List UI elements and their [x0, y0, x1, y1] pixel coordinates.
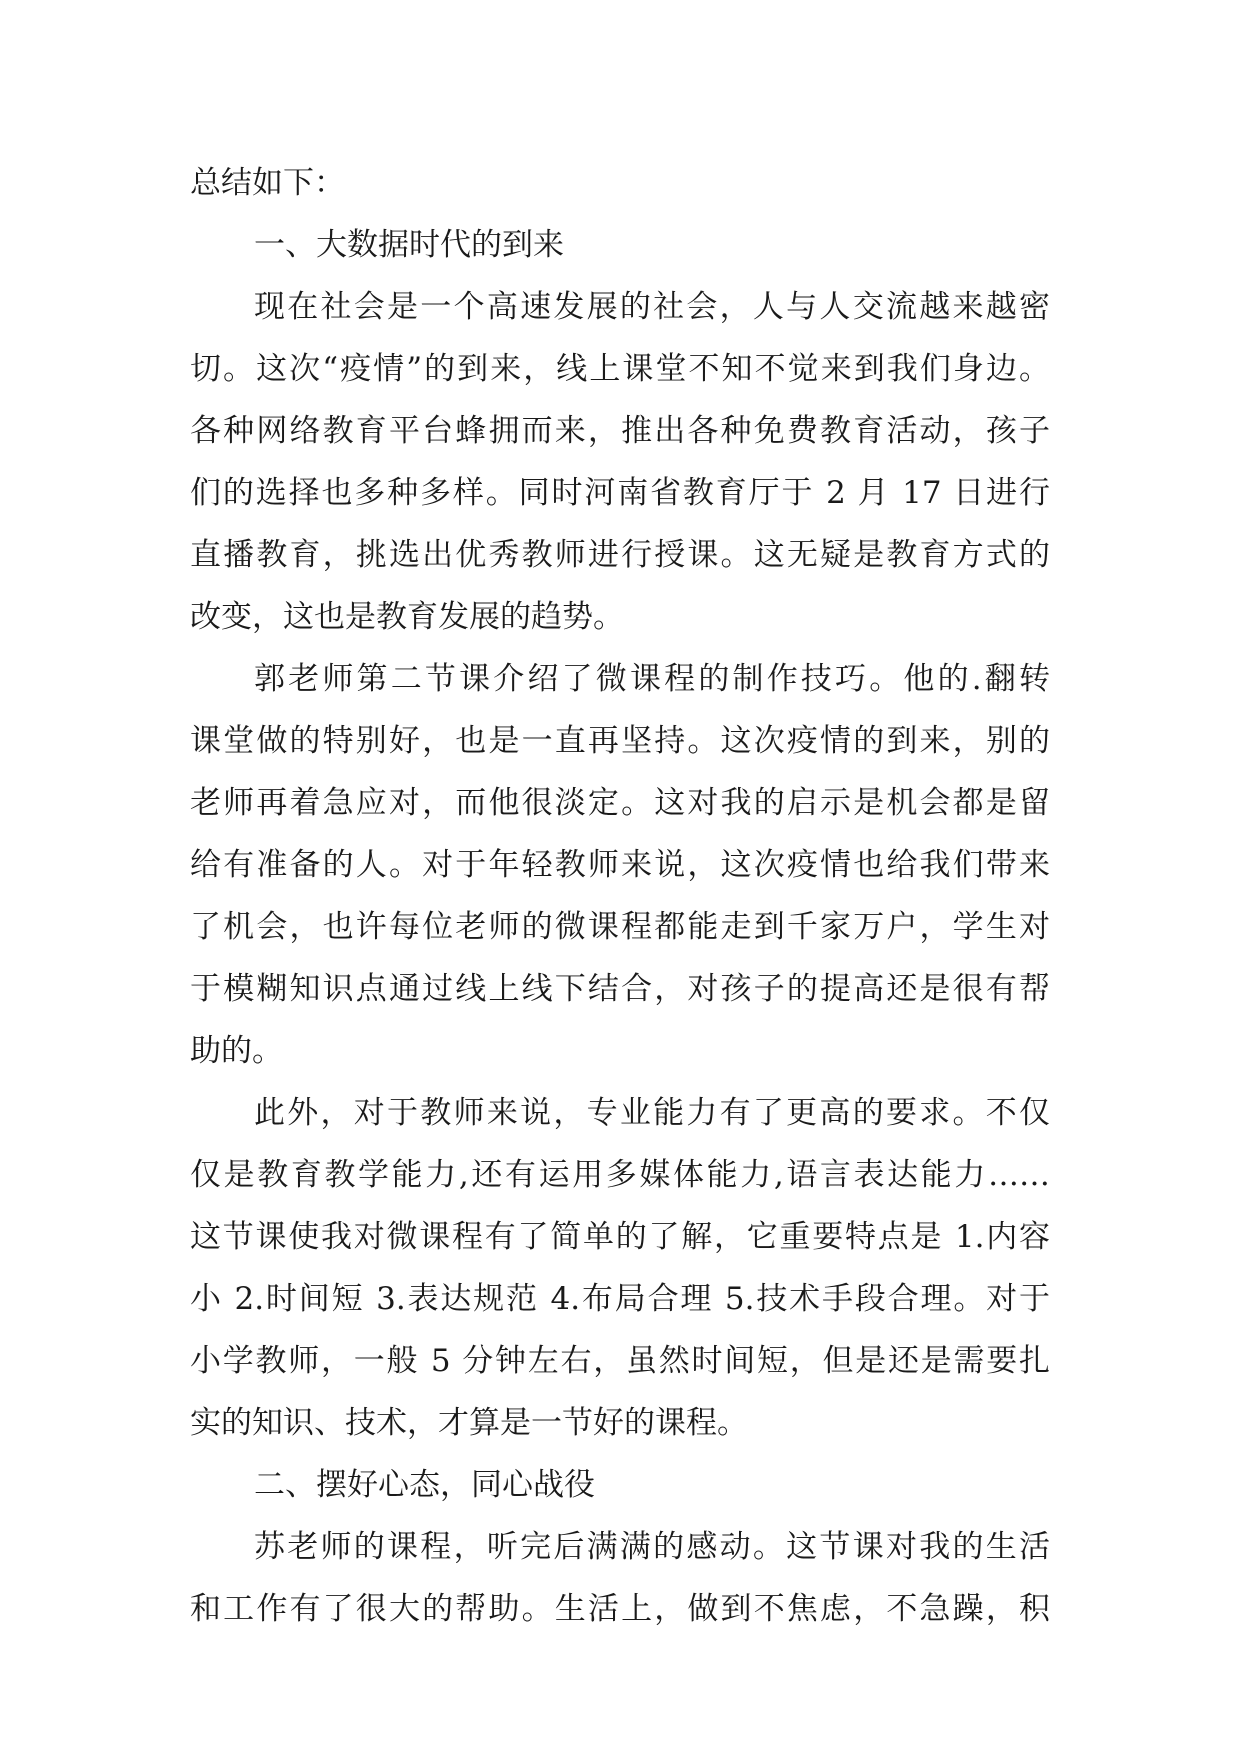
text-line: 现在社会是一个高速发展的社会，人与人交流越来越密: [254, 289, 1050, 325]
text-line: 们的选择也多种多样。同时河南省教育厅于 2 月 17 日进行: [190, 475, 1050, 511]
text-line: 了机会，也许每位老师的微课程都能走到千家万户，学生对: [190, 909, 1050, 945]
text-line: 老师再着急应对，而他很淡定。这对我的启示是机会都是留: [190, 785, 1050, 821]
text-line: 郭老师第二节课介绍了微课程的制作技巧。他的.翻转: [254, 661, 1050, 697]
text-line: 仅是教育教学能力,还有运用多媒体能力,语言表达能力……: [190, 1157, 1050, 1193]
text-line: 实的知识、技术，才算是一节好的课程。: [190, 1405, 748, 1441]
text-line: 直播教育，挑选出优秀教师进行授课。这无疑是教育方式的: [190, 537, 1050, 573]
text-line: 助的。: [190, 1033, 283, 1069]
text-line: 此外，对于教师来说，专业能力有了更高的要求。不仅: [254, 1095, 1050, 1131]
text-line: 课堂做的特别好，也是一直再坚持。这次疫情的到来，别的: [190, 723, 1050, 759]
text-line: 切。这次“疫情”的到来，线上课堂不知不觉来到我们身边。: [190, 351, 1050, 387]
section-heading: 一、大数据时代的到来: [254, 227, 564, 263]
text-line: 给有准备的人。对于年轻教师来说，这次疫情也给我们带来: [190, 847, 1050, 883]
text-line: 这节课使我对微课程有了简单的了解，它重要特点是 1.内容: [190, 1219, 1050, 1255]
text-line: 和工作有了很大的帮助。生活上，做到不焦虑，不急躁，积: [190, 1591, 1050, 1627]
text-line: 总结如下：: [190, 165, 345, 201]
text-line: 小学教师，一般 5 分钟左右，虽然时间短，但是还是需要扎: [190, 1343, 1050, 1379]
section-heading: 二、摆好心态，同心战役: [254, 1467, 595, 1503]
text-line: 改变，这也是教育发展的趋势。: [190, 599, 624, 635]
text-line: 于模糊知识点通过线上线下结合，对孩子的提高还是很有帮: [190, 971, 1050, 1007]
text-line: 各种网络教育平台蜂拥而来，推出各种免费教育活动，孩子: [190, 413, 1050, 449]
text-line: 苏老师的课程，听完后满满的感动。这节课对我的生活: [254, 1529, 1050, 1565]
text-line: 小 2.时间短 3.表达规范 4.布局合理 5.技术手段合理。对于: [190, 1281, 1050, 1317]
document-body: [190, 152, 1050, 1640]
